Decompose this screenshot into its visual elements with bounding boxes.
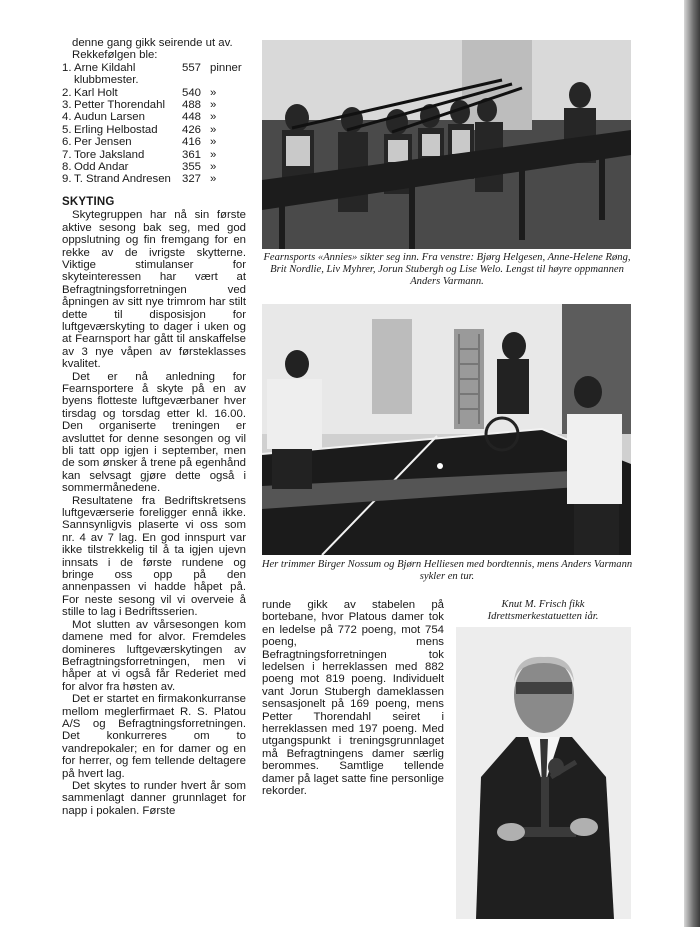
- ranking-row: [62, 173, 246, 185]
- ranking-unit: »: [210, 173, 217, 186]
- middle-column: [262, 599, 444, 798]
- ranking-number: [62, 74, 74, 86]
- ranking-name: Petter Thorendahl: [74, 99, 165, 112]
- trophy-portrait-image: [456, 627, 631, 919]
- ranking-number: 3.: [62, 99, 72, 112]
- ranking-row: [62, 99, 246, 111]
- shooting-caption: Fearnsports «Annies» sikter seg inn. Fra venstre: Bjørg Helgesen, Anne-Helene Røng, Brit Nordlie, Liv Myhrer, Jorun Stubergh og Lise Welo. Lengst til høyre oppmannen Anders Varmann.: [263, 252, 631, 287]
- ranking-unit: »: [210, 111, 217, 124]
- ranking-name: Tore Jaksland: [74, 148, 145, 161]
- page-edge-shadow: [684, 0, 700, 927]
- ranking-points: 327: [182, 173, 202, 186]
- trophy-photo: [456, 627, 631, 919]
- pingpong-photo: [262, 304, 631, 555]
- ranking-name: Audun Larsen: [74, 111, 145, 124]
- ranking-row: [62, 161, 246, 173]
- paragraph: Det er nå anledning for Fearnsportere å skyte på en av byens flotteste luftgeværbaner hver tirsdag og torsdag etter kl. 16.00. Den organiserte treningen er avsluttet for denne sesongen og vil bli tatt opp igjen i september, men de som ønsker å trene på egenhånd kan selvsagt gjøre dette også i sommermånedene.: [62, 370, 246, 495]
- ranking-name: klubbmester.: [74, 74, 139, 87]
- pingpong-caption: Her trimmer Birger Nossum og Bjørn Helliesen med bordtennis, mens Anders Varmann sykler en tur.: [261, 559, 633, 582]
- ranking-number: 8.: [62, 161, 72, 174]
- paragraph: Skytegruppen har nå sin første aktive sesong bak seg, med god oppslutning og fin fremgang for en rekke av de ivrigste skytterne. Viktige stimulanser for skyteinteressen har vært at Befragtningsforretningen ved åpningen av sitt nye trimrom har stilt dette til disposisjon for luftgeværskyting to dager i uken og at Fearnsport har gått til anskaffelse av 3 nye våpen av førsteklasses kvalitet.: [62, 209, 246, 371]
- shooting-photo: [262, 40, 631, 249]
- ranking-row: [62, 62, 246, 74]
- ranking-unit: »: [210, 123, 217, 136]
- ranking-points: 557: [182, 61, 202, 74]
- ranking-unit: »: [210, 86, 217, 99]
- ranking-name: Odd Andar: [74, 161, 129, 174]
- ranking-name: Per Jensen: [74, 136, 132, 149]
- ranking-list: [62, 62, 246, 186]
- ranking-points: 540: [182, 86, 202, 99]
- ranking-name: Arne Kildahl: [74, 61, 136, 74]
- paragraph: Det skytes to runder hvert år som sammenlagt danner grunnlaget for napp i pokalen. Første: [62, 779, 246, 817]
- ranking-number: 1.: [62, 61, 72, 74]
- ranking-number: 9.: [62, 173, 72, 186]
- ranking-unit: »: [210, 99, 217, 112]
- ranking-unit: »: [210, 136, 217, 149]
- left-column: [62, 37, 246, 817]
- ranking-unit: pinner: [210, 61, 242, 74]
- ranking-unit: »: [210, 161, 217, 174]
- ranking-points: 448: [182, 111, 202, 124]
- ranking-row: [62, 74, 246, 86]
- paragraph: runde gikk av stabelen på bortebane, hvor Platous damer tok en ledelse på 772 poeng, mot 754 poeng, mens Befragtningsforretningen tok ledelsen i herreklassen med 882 poeng mot 819 poeng. Individuelt vant Jorun Stubergh dameklassen sensasjonelt på 169 poeng, mens Petter Thorendahl seiret i herreklassen med 197 poeng. Med utgangspunkt i treningsgrunnlaget må Befragtningens damer særlig berommes. Samtlige tellende damer på laget satte fine personlige rekorder.: [262, 599, 444, 798]
- ranking-name: Karl Holt: [74, 86, 118, 99]
- trophy-caption: Knut M. Frisch fikk Idrettsmerkestatuetten iår.: [487, 599, 599, 622]
- section-heading: SKYTING: [62, 195, 115, 208]
- ranking-number: 2.: [62, 86, 72, 99]
- pingpong-scene-image: [262, 304, 631, 555]
- ranking-row: [62, 87, 246, 99]
- paragraph: Resultatene fra Bedriftskretsens luftgeværserie foreligger ennå ikke. Sannsynligvis plaserte vi oss som nr. 4 av 7 lag. En god innspurt var ikke tilstrekkelig til å ta igjen ujevn innsats i de første rundene og bringe oss opp på den annenpassen vi hadde håpet på. For neste sesong vil vi overveie å stille to lag i Bedriftsserien.: [62, 494, 246, 619]
- ranking-number: 7.: [62, 148, 72, 161]
- ranking-points: 488: [182, 99, 202, 112]
- intro-line: Rekkefølgen ble:: [72, 49, 158, 62]
- ranking-points: 361: [182, 148, 202, 161]
- ranking-points: 426: [182, 123, 202, 136]
- ranking-number: 6.: [62, 136, 72, 149]
- ranking-unit: [210, 74, 246, 86]
- ranking-points: [182, 74, 210, 86]
- ranking-row: [62, 111, 246, 123]
- ranking-unit: »: [210, 148, 217, 161]
- ranking-number: 5.: [62, 123, 72, 136]
- ranking-row: [62, 124, 246, 136]
- ranking-row: [62, 136, 246, 148]
- ranking-name: Erling Helbostad: [74, 123, 158, 136]
- ranking-name: T. Strand Andresen: [74, 173, 171, 186]
- intro-line: denne gang gikk seirende ut av.: [72, 37, 233, 49]
- ranking-number: 4.: [62, 111, 72, 124]
- ranking-row: [62, 149, 246, 161]
- ranking-points: 416: [182, 136, 202, 149]
- ranking-points: 355: [182, 161, 202, 174]
- shooting-scene-image: [262, 40, 631, 249]
- paragraph: Mot slutten av vårsesongen kom damene med for alvor. Fremdeles domineres luftgeværskytingen av Befragtningsforretningen, men vi håper at vi også får Rederiet med for alvor fra høsten av.: [62, 618, 246, 693]
- paragraph: Det er startet en firmakonkurranse mellom meglerfirmaet R. S. Platou A/S og Befragtningsforretningen. Det konkurreres om to vandrepokaler; en for damer og en for herrer, og fem tellende deltagere på hvert lag.: [62, 693, 246, 780]
